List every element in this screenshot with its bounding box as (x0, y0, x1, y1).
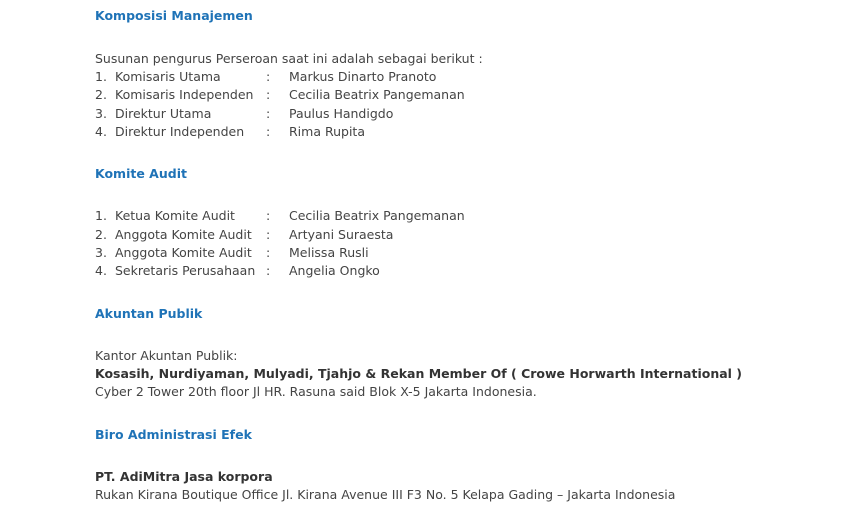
management-heading: Komposisi Manajemen (95, 8, 253, 23)
row-name: Markus Dinarto Pranoto (289, 69, 437, 84)
row-number: 3. (95, 245, 107, 260)
row-number: 1. (95, 69, 107, 84)
row-number: 3. (95, 106, 107, 121)
accountant-label: Kantor Akuntan Publik: (95, 348, 238, 363)
row-name: Cecilia Beatrix Pangemanan (289, 87, 465, 102)
row-colon: : (266, 208, 271, 223)
registrar-heading: Biro Administrasi Efek (95, 427, 252, 442)
row-colon: : (266, 263, 271, 278)
row-number: 2. (95, 87, 107, 102)
audit-heading: Komite Audit (95, 166, 187, 181)
accountant-address: Cyber 2 Tower 20th floor Jl HR. Rasuna said Blok X-5 Jakarta Indonesia. (95, 384, 537, 399)
row-role: Komisaris Independen (115, 87, 254, 102)
row-colon: : (266, 106, 271, 121)
row-number: 4. (95, 263, 107, 278)
accountant-firm: Kosasih, Nurdiyaman, Mulyadi, Tjahjo & Rekan Member Of ( Crowe Horwarth International ) (95, 366, 743, 381)
row-name: Angelia Ongko (289, 263, 380, 278)
row-role: Sekretaris Perusahaan (115, 263, 256, 278)
row-colon: : (266, 69, 271, 84)
row-role: Direktur Utama (115, 106, 212, 121)
registrar-company: PT. AdiMitra Jasa korpora (95, 469, 273, 484)
row-colon: : (266, 245, 271, 260)
accountant-heading: Akuntan Publik (95, 306, 203, 321)
row-name: Melissa Rusli (289, 245, 369, 260)
row-role: Anggota Komite Audit (115, 245, 252, 260)
row-name: Rima Rupita (289, 124, 365, 139)
row-name: Paulus Handigdo (289, 106, 394, 121)
registrar-address: Rukan Kirana Boutique Office Jl. Kirana Avenue III F3 No. 5 Kelapa Gading – Jakarta Indonesia (95, 487, 676, 502)
row-colon: : (266, 227, 271, 242)
row-role: Ketua Komite Audit (115, 208, 235, 223)
row-role: Komisaris Utama (115, 69, 221, 84)
row-number: 2. (95, 227, 107, 242)
management-intro: Susunan pengurus Perseroan saat ini adalah sebagai berikut : (95, 51, 483, 66)
row-number: 1. (95, 208, 107, 223)
row-role: Direktur Independen (115, 124, 245, 139)
row-role: Anggota Komite Audit (115, 227, 252, 242)
row-colon: : (266, 124, 271, 139)
row-name: Artyani Suraesta (289, 227, 394, 242)
row-number: 4. (95, 124, 107, 139)
row-colon: : (266, 87, 271, 102)
row-name: Cecilia Beatrix Pangemanan (289, 208, 465, 223)
